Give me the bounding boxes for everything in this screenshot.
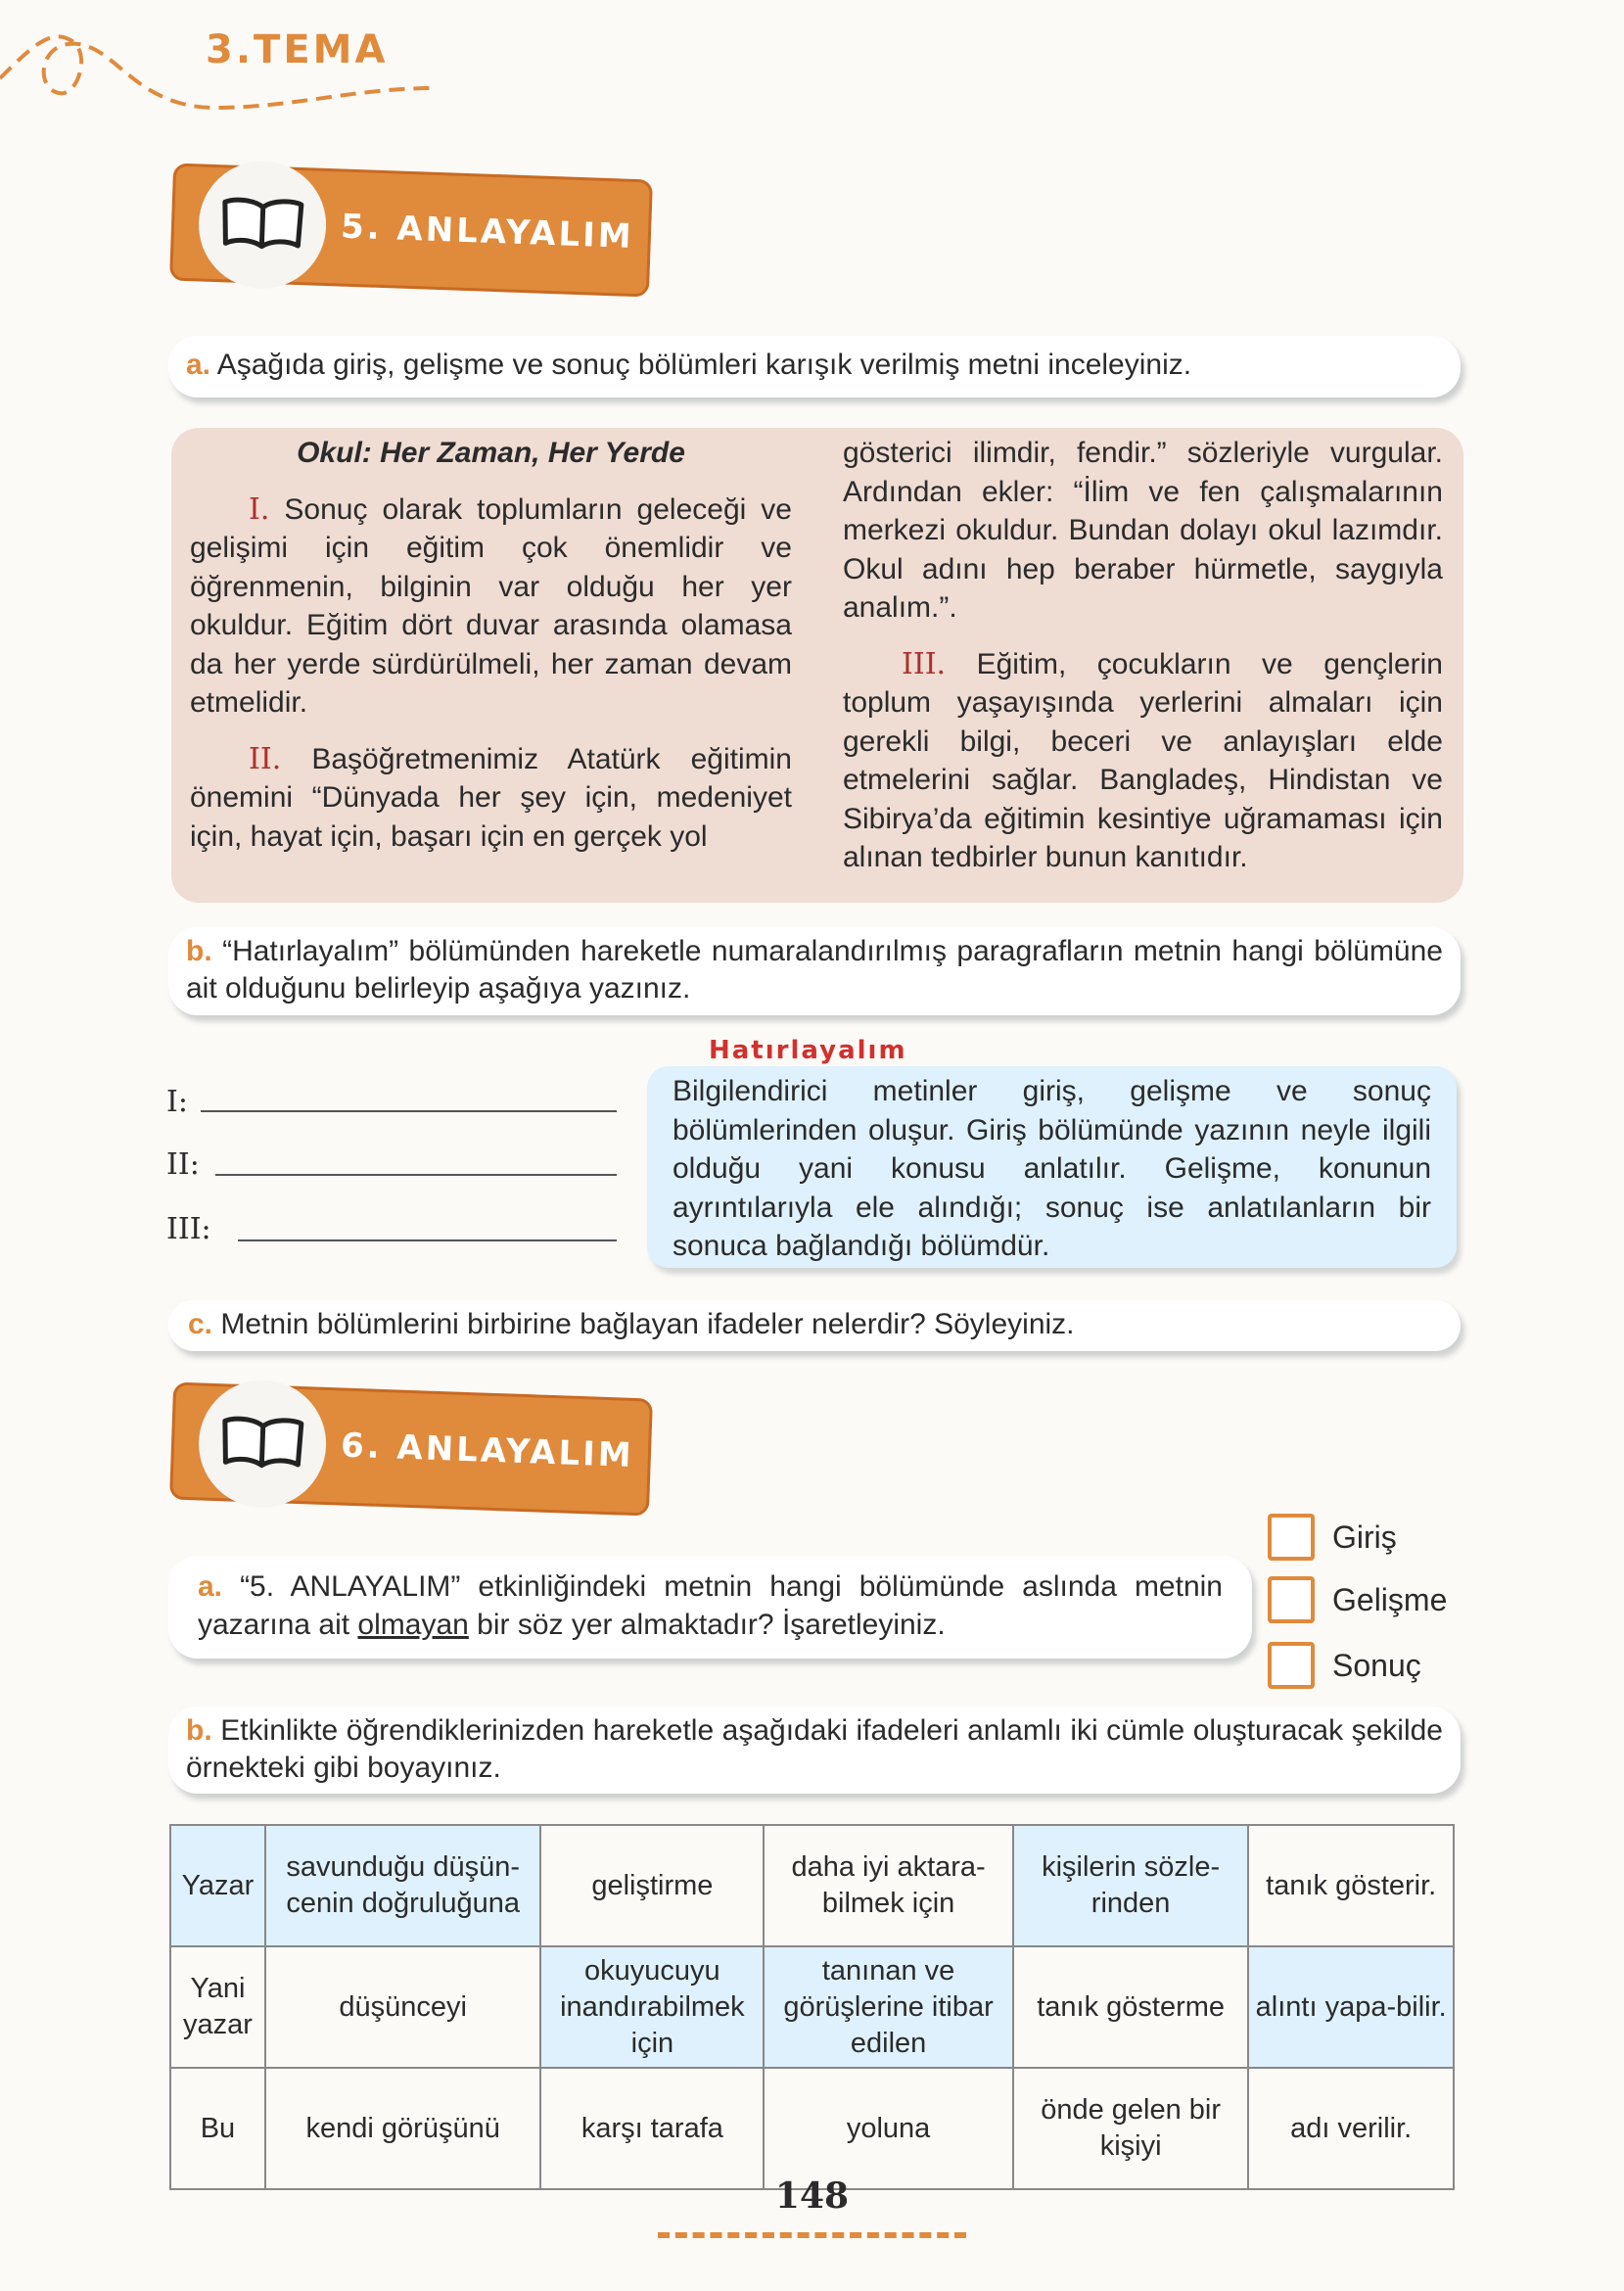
table-cell[interactable]: düşünceyi	[265, 1946, 541, 2068]
table-row	[170, 1946, 1454, 2068]
section-6-banner	[169, 1381, 653, 1516]
question-5a	[168, 336, 1461, 397]
question-text: “Hatırlayalım” bölümünden hareketle numaralandırılmış paragrafların metnin hangi bölümüne ait olduğunu belirleyip aşağıya yazınız.	[186, 935, 1443, 1005]
theme-title: 3.TEMA	[206, 27, 389, 72]
reminder-box: Bilgilendirici metinler giriş, gelişme ve sonuç bölümlerinden oluşur. Giriş bölümünde yazının neyle ilgili olduğu yani konusu anlatılır. Gelişme, konunun ayrıntılarıyla ele alındığı; sonuç ise anlatılanların bir sonuca bağlandığı bölümdür.	[647, 1066, 1457, 1268]
text-right-column	[843, 434, 1443, 877]
paragraph-text: Başöğretmenimiz Atatürk eğitimin önemini “Dünyada her şey için, medeniyet için, hayat için, başarı için en gerçek yol	[190, 742, 792, 853]
question-6b	[168, 1707, 1461, 1794]
label-a: a.	[186, 349, 211, 381]
question-text: Etkinlikte öğrendiklerinizden hareketle aşağıdaki ifadeleri anlamlı iki cümle oluşturacak şekilde örnekteki gibi boyayınız.	[186, 1714, 1443, 1784]
paragraph-2-end: gösterici ilimdir, fendir.” sözleriyle vurgular. Ardından ekler: “İlim ve fen çalışmalarının merkezi okuldur. Bundan dolayı okul lazımdır. Okul adını hep beraber hürmetle, saygıyla analım.”.	[843, 437, 1443, 624]
label-b: b.	[186, 1714, 212, 1747]
table-row	[170, 1825, 1454, 1946]
section-6-title: 6. ANLAYALIM	[340, 1426, 635, 1475]
table-cell[interactable]: karşı tarafa	[540, 2068, 764, 2189]
roman-numeral: II.	[249, 741, 282, 776]
checkbox-gelisme[interactable]	[1268, 1576, 1315, 1623]
answer-line-1[interactable]	[201, 1110, 617, 1112]
table-cell[interactable]: okuyucuyu inandırabilmek için	[540, 1946, 764, 2068]
table-cell[interactable]: geliştirme	[540, 1825, 764, 1946]
section-5-banner	[169, 163, 653, 297]
paragraph-text: Sonuç olarak toplumların geleceği ve gelişimi için eğitim çok önemlidir ve öğrenmenin, bilginin var olduğu her yer okuldur. Eğitim dört duvar arasında olamasa da her yerde sürdürülmeli, her zaman devam etmelidir.	[190, 492, 792, 719]
question-text: Aşağıda giriş, gelişme ve sonuç bölümleri karışık verilmiş metni inceleyiniz.	[216, 349, 1192, 381]
table-cell[interactable]: tanınan ve görüşlerine itibar edilen	[764, 1946, 1013, 2068]
table-cell[interactable]: Yazar	[170, 1825, 265, 1946]
answer-line-2[interactable]	[215, 1174, 617, 1176]
table-row	[170, 2068, 1454, 2189]
table-cell[interactable]: kişilerin sözle-rinden	[1013, 1825, 1249, 1946]
label-a: a.	[198, 1570, 223, 1603]
option-label: Giriş	[1332, 1520, 1397, 1555]
option-label: Gelişme	[1332, 1582, 1448, 1617]
answer-line-3[interactable]	[238, 1239, 617, 1241]
label-c: c.	[188, 1308, 213, 1340]
paragraph-1	[190, 491, 792, 723]
answer-label-3: III:	[166, 1212, 211, 1246]
table-cell[interactable]: savunduğu düşün-cenin doğruluğuna	[265, 1825, 541, 1946]
footer-dashes-decoration	[658, 2232, 966, 2238]
underlined-word: olmayan	[357, 1609, 469, 1641]
section-5-title: 5. ANLAYALIM	[340, 207, 635, 257]
checkbox-giris[interactable]	[1268, 1514, 1315, 1561]
answer-label-2: II:	[166, 1147, 200, 1182]
table-cell[interactable]: Bu	[170, 2068, 265, 2189]
table-cell[interactable]: önde gelen bir kişiyi	[1013, 2068, 1249, 2189]
paragraph-3	[843, 645, 1443, 877]
open-book-icon	[197, 159, 328, 290]
table-cell[interactable]: kendi görüşünü	[265, 2068, 541, 2189]
paragraph-2-start	[190, 740, 792, 857]
roman-numeral: III.	[902, 646, 947, 681]
table-cell[interactable]: Yani yazar	[170, 1946, 265, 2068]
open-book-icon	[197, 1378, 328, 1509]
question-6a	[168, 1556, 1252, 1659]
question-text: bir söz yer almaktadır? İşaretleyiniz.	[468, 1609, 946, 1641]
table-cell[interactable]: tanık gösterme	[1013, 1946, 1249, 2068]
checkbox-sonuc[interactable]	[1268, 1642, 1315, 1689]
table-cell[interactable]: yoluna	[764, 2068, 1013, 2189]
answer-label-1: I:	[166, 1085, 188, 1119]
question-5c	[168, 1300, 1461, 1351]
paragraph-text: Eğitim, çocukların ve gençlerin toplum yaşayışında yerlerini almaları için gerekli bilgi, beceri ve anlayışları elde etmelerini sağlar. Bangladeş, Hindistan ve Sibirya’da eğitimin kesintiye uğramaması için alınan tedbirler bunun kanıtıdır.	[843, 647, 1443, 873]
table-cell[interactable]: adı verilir.	[1248, 2068, 1454, 2189]
text-title: Okul: Her Zaman, Her Yerde	[297, 437, 685, 469]
page-number: 148	[774, 2175, 850, 2217]
question-5b	[168, 927, 1461, 1015]
option-label: Sonuç	[1332, 1648, 1421, 1683]
label-b: b.	[186, 935, 212, 967]
table-cell[interactable]: alıntı yapa-bilir.	[1248, 1946, 1454, 2068]
question-text: Metnin bölümlerini birbirine bağlayan ifadeler nelerdir? Söyleyiniz.	[220, 1308, 1075, 1340]
word-table	[169, 1824, 1455, 2190]
reminder-title: Hatırlayalım	[709, 1036, 907, 1065]
table-cell[interactable]: daha iyi aktara-bilmek için	[764, 1825, 1013, 1946]
table-cell[interactable]: tanık gösterir.	[1248, 1825, 1454, 1946]
text-left-column	[190, 434, 792, 856]
roman-numeral: I.	[249, 491, 270, 527]
question-text: “5. ANLAYALIM” etkinliğindeki metnin hangi bölümünde aslında metnin yazarına ait	[198, 1570, 1223, 1641]
